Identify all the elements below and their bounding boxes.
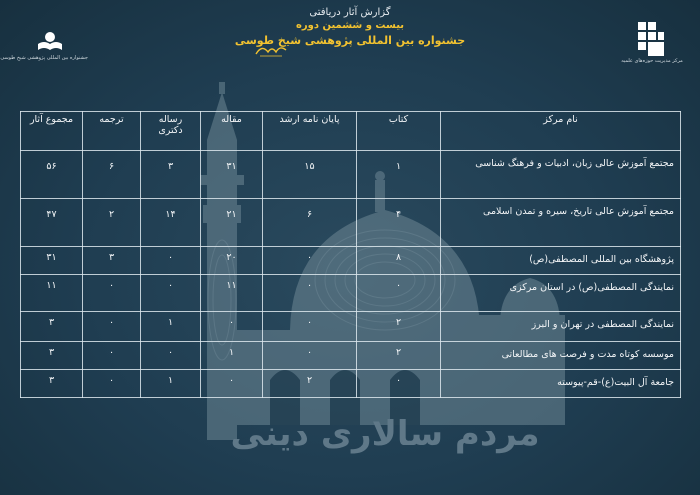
book-cell: ۰	[357, 370, 441, 398]
masters-thesis-cell: ۰	[263, 247, 357, 275]
university-logo-icon	[636, 20, 666, 58]
translation-cell: ۰	[83, 370, 141, 398]
center-name-cell: نمایندگی المصطفی در تهران و البرز	[441, 312, 681, 342]
report-title: گزارش آثار دریافتی	[309, 7, 391, 18]
report-header	[0, 6, 700, 49]
masters-thesis-cell: ۲	[263, 370, 357, 398]
book-cell: ۴	[357, 199, 441, 247]
center-name-cell: جامعة آل البیت(ع)-قم-پیوسته	[441, 370, 681, 398]
calligraphy-emblem-icon	[254, 42, 288, 58]
works-table	[20, 111, 681, 398]
center-name-cell: مجتمع آموزش عالی زبان، ادبیات و فرهنگ شناسی	[441, 151, 681, 199]
doctoral-thesis-cell: ۳	[141, 151, 201, 199]
total-cell: ۳۱	[21, 247, 83, 275]
doctoral-thesis-cell: ۰	[141, 275, 201, 312]
article-cell: ۰	[201, 312, 263, 342]
doctoral-thesis-cell: ۰	[141, 247, 201, 275]
article-cell: ۰	[201, 370, 263, 398]
book-cell: ۱	[357, 151, 441, 199]
book-cell: ۲	[357, 312, 441, 342]
table-row	[21, 342, 681, 370]
translation-cell: ۰	[83, 342, 141, 370]
masters-thesis-cell: ۶	[263, 199, 357, 247]
left-logo-caption: جشنواره بین المللی پژوهشی شیخ طوسی	[0, 55, 88, 61]
festival-book-logo-icon	[37, 30, 63, 52]
center-name-cell: نمایندگی المصطفی(ص) در استان مرکزی	[441, 275, 681, 312]
translation-cell: ۲	[83, 199, 141, 247]
header-book: کتاب	[357, 112, 441, 151]
table-row	[21, 247, 681, 275]
total-cell: ۳	[21, 370, 83, 398]
right-logo-caption: مرکز مدیریت حوزه‌های علمیه	[621, 58, 683, 64]
translation-cell: ۰	[83, 312, 141, 342]
total-cell: ۳	[21, 312, 83, 342]
masters-thesis-cell: ۱۵	[263, 151, 357, 199]
book-cell: ۲	[357, 342, 441, 370]
header-total-works: مجموع آثار	[21, 112, 83, 151]
masters-thesis-cell: ۰	[263, 312, 357, 342]
header-doctoral-thesis: رساله دکتری	[141, 112, 201, 151]
article-cell: ۱۱	[201, 275, 263, 312]
article-cell: ۱	[201, 342, 263, 370]
translation-cell: ۰	[83, 275, 141, 312]
translation-cell: ۳	[83, 247, 141, 275]
table-row	[21, 312, 681, 342]
total-cell: ۵۶	[21, 151, 83, 199]
article-cell: ۳۱	[201, 151, 263, 199]
doctoral-thesis-cell: ۱	[141, 370, 201, 398]
header-center-name: نام مرکز	[441, 112, 681, 151]
total-cell: ۴۷	[21, 199, 83, 247]
book-cell: ۰	[357, 275, 441, 312]
header-masters-thesis: پایان نامه ارشد	[263, 112, 357, 151]
doctoral-thesis-cell: ۱۴	[141, 199, 201, 247]
header-translation: ترجمه	[83, 112, 141, 151]
report-edition: بیست و ششمین دوره	[295, 20, 405, 31]
article-cell: ۲۱	[201, 199, 263, 247]
table-header-row	[21, 112, 681, 151]
translation-cell: ۶	[83, 151, 141, 199]
total-cell: ۱۱	[21, 275, 83, 312]
article-cell: ۲۰	[201, 247, 263, 275]
masters-thesis-cell: ۰	[263, 275, 357, 312]
table-row	[21, 151, 681, 199]
table-row	[21, 199, 681, 247]
center-name-cell: مجتمع آموزش عالی تاریخ، سیره و تمدن اسلامی	[441, 199, 681, 247]
book-cell: ۸	[357, 247, 441, 275]
center-name-cell: موسسه کوتاه مدت و فرصت های مطالعاتی	[441, 342, 681, 370]
table-row	[21, 275, 681, 312]
doctoral-thesis-cell: ۱	[141, 312, 201, 342]
center-name-cell: پژوهشگاه بین المللی المصطفی(ص)	[441, 247, 681, 275]
masters-thesis-cell: ۰	[263, 342, 357, 370]
header-article: مقاله	[201, 112, 263, 151]
total-cell: ۳	[21, 342, 83, 370]
footer-watermark-text: مردم سالاری دینی	[230, 414, 540, 454]
table-row	[21, 370, 681, 398]
doctoral-thesis-cell: ۰	[141, 342, 201, 370]
report-festival: جشنواره بین المللی پژوهشی شیخ طوسی	[234, 34, 466, 47]
